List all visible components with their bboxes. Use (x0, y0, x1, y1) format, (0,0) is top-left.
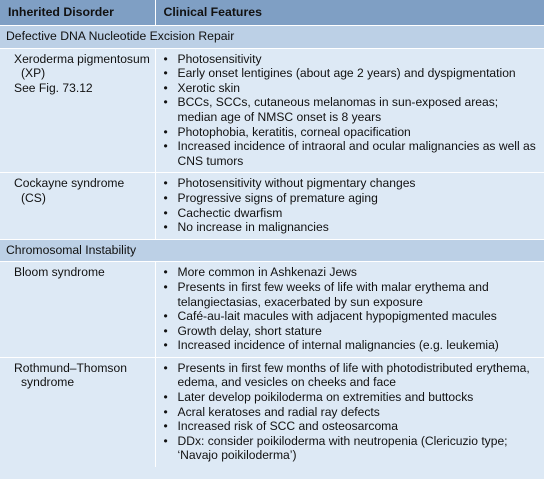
table-row (0, 173, 544, 239)
list-item: • DDx: consider poikiloderma with neutropenia (Clericuzio type; ‘Navajo poikiloderma’) (163, 434, 541, 463)
list-item: • More common in Ashkenazi Jews (163, 265, 541, 280)
list-item: • Presents in first few weeks of life with malar erythema and telangiectasias, exacerbated by sun exposure (163, 280, 541, 309)
disorder-cell (0, 262, 155, 358)
features-cell (155, 173, 544, 239)
table-header-row (0, 0, 544, 26)
section-row (0, 239, 544, 262)
disorder-name: Xeroderma pigmentosum (XP) (14, 51, 150, 81)
list-item: • Café-au-lait macules with adjacent hypopigmented macules (163, 309, 541, 324)
features-list (163, 361, 541, 463)
list-item: • BCCs, SCCs, cutaneous melanomas in sun-exposed areas; median age of NMSC onset is 8 years (163, 95, 541, 124)
section-title: Chromosomal Instability (0, 239, 544, 262)
header-inherited-disorder: Inherited Disorder (0, 0, 155, 26)
features-list (163, 176, 541, 234)
features-cell (155, 357, 544, 467)
list-item: • Photophobia, keratitis, corneal opacification (163, 125, 541, 140)
list-item: • Increased risk of SCC and osteosarcoma (163, 419, 541, 434)
list-item: • Growth delay, short stature (163, 324, 541, 339)
list-item: • Xerotic skin (163, 81, 541, 96)
features-list (163, 52, 541, 169)
list-item: • Later develop poikiloderma on extremities and buttocks (163, 390, 541, 405)
header-clinical-features: Clinical Features (155, 0, 544, 26)
disorder-name: Bloom syndrome (14, 265, 105, 280)
features-cell (155, 262, 544, 358)
list-item: • Increased incidence of internal malignancies (e.g. leukemia) (163, 338, 541, 353)
list-item: • Acral keratoses and radial ray defects (163, 405, 541, 420)
figure-reference: See Fig. 73.12 (14, 80, 93, 95)
disorder-cell (0, 173, 155, 239)
list-item: • Presents in first few months of life with photodistributed erythema, edema, and vesicles on cheeks and face (163, 361, 541, 390)
list-item: • Photosensitivity (163, 52, 541, 67)
list-item: • Progressive signs of premature aging (163, 191, 541, 206)
disorder-cell (0, 48, 155, 173)
features-list (163, 265, 541, 353)
list-item: • Cachectic dwarfism (163, 206, 541, 221)
table-row (0, 262, 544, 358)
list-item: • Increased incidence of intraoral and ocular malignancies as well as CNS tumors (163, 139, 541, 168)
disorder-name: Cockayne syndrome (CS) (14, 176, 125, 205)
section-title: Defective DNA Nucleotide Excision Repair (0, 26, 544, 49)
disorder-cell (0, 357, 155, 467)
features-cell (155, 48, 544, 173)
table-row (0, 357, 544, 467)
list-item: • Photosensitivity without pigmentary changes (163, 176, 541, 191)
list-item: • No increase in malignancies (163, 220, 541, 235)
section-row (0, 26, 544, 49)
disorder-name: Rothmund–Thomson syndrome (14, 360, 127, 390)
list-item: • Early onset lentigines (about age 2 years) and dyspigmentation (163, 66, 541, 81)
table-body (0, 26, 544, 468)
table-row (0, 48, 544, 173)
